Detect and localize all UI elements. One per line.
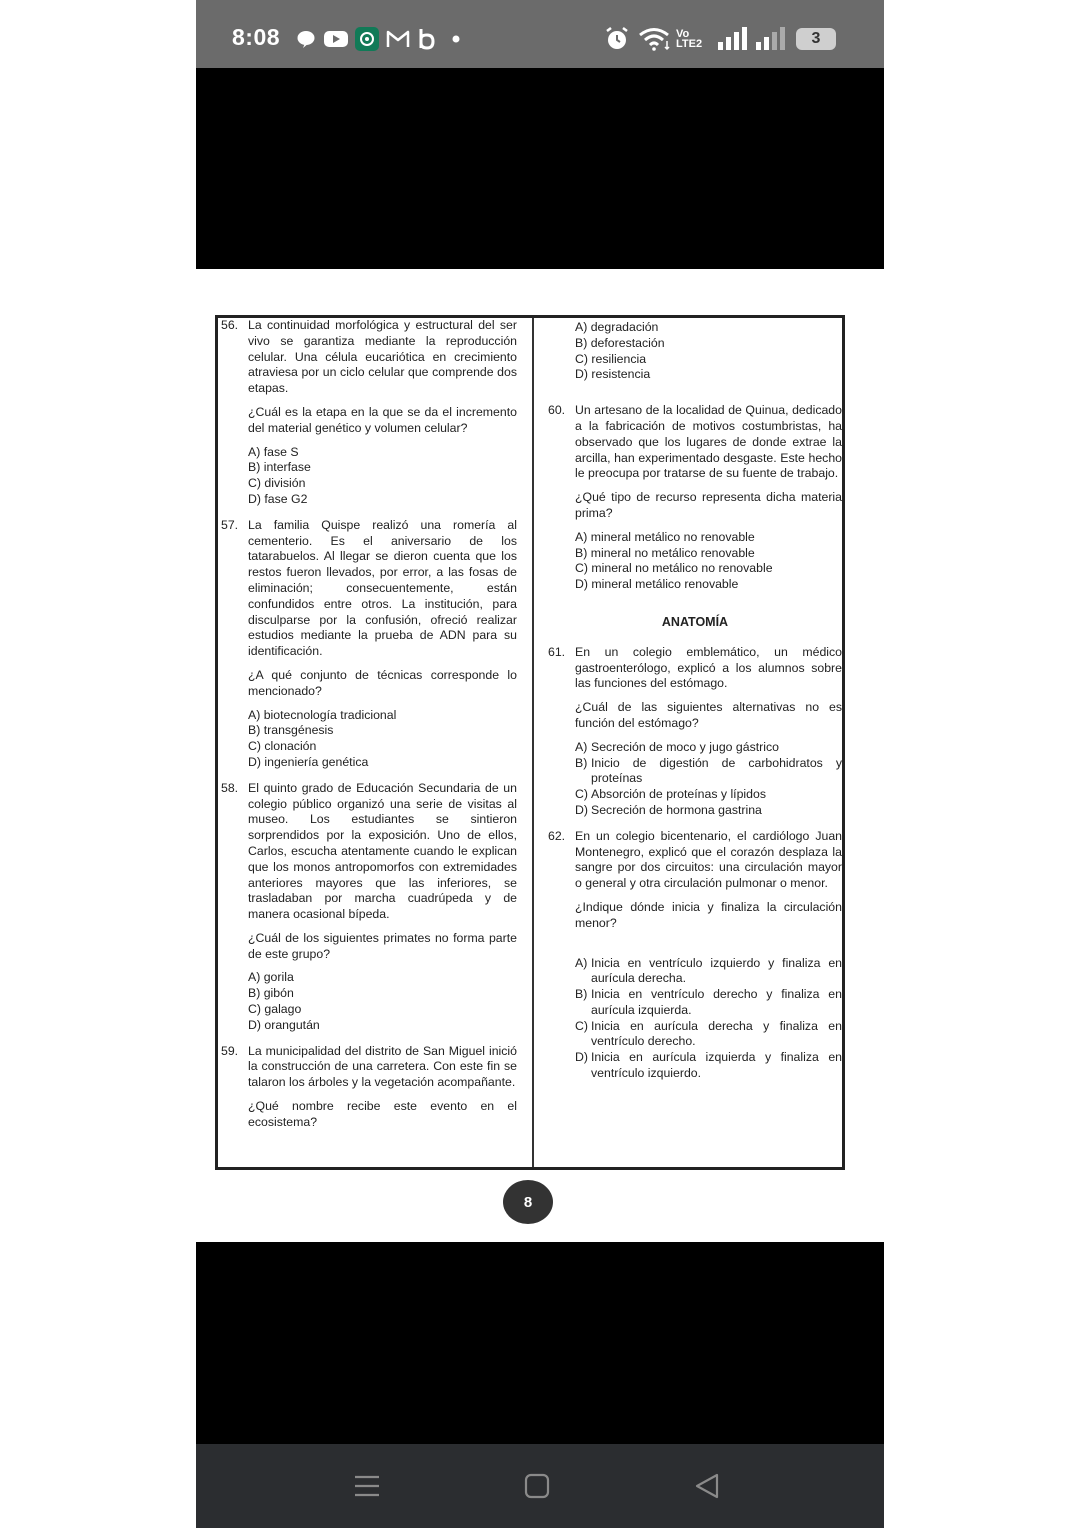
question-number: 62. bbox=[548, 828, 566, 843]
option-d: D) Inicia en aurícula izquierda y finaliza en ventrículo izquierdo. bbox=[575, 1050, 842, 1081]
alarm-icon bbox=[604, 28, 630, 50]
option-d: D) Secreción de hormona gastrina bbox=[575, 802, 762, 817]
question-prompt: ¿Qué nombre recibe este evento en el ecosistema? bbox=[248, 1099, 517, 1129]
question-prompt: ¿A qué conjunto de técnicas corresponde lo mencionado? bbox=[248, 667, 517, 698]
option-c: C) división bbox=[248, 476, 306, 491]
option-d: D) mineral metálico renovable bbox=[575, 577, 739, 592]
page-number-badge: 8 bbox=[503, 1180, 553, 1224]
teal-app-icon bbox=[355, 28, 379, 50]
question-60 bbox=[548, 403, 842, 482]
question-stem: El quinto grado de Educación Secundaria de un colegio público organizó una serie de visitas al museo. Los estudiantes se sintieron sorprendidos por la exposición. Uno de ellos, Carlos, escucha atentamente cuando le explican que los monos antropomorfos con extremidades anteriores mayores que las inferiores, se trasladaban por marcha cuadrúpeda y de manera ocasional bípeda. bbox=[248, 780, 517, 922]
question-58 bbox=[221, 781, 517, 923]
back-icon[interactable] bbox=[687, 1466, 727, 1506]
phone-screen bbox=[196, 0, 884, 1528]
question-56 bbox=[221, 318, 517, 397]
option-b: B) transgénesis bbox=[248, 723, 334, 738]
dot-icon bbox=[451, 28, 461, 50]
document-page bbox=[196, 269, 884, 1242]
question-stem: En un colegio bicentenario, el cardiólogo Juan Montenegro, explicó que el corazón desplaza la sangre por dos circuitos: una circulación mayor o general y otra circulación pulmonar o menor. bbox=[575, 828, 842, 891]
options-list bbox=[575, 956, 842, 1082]
option-b: B) mineral no metálico renovable bbox=[575, 545, 755, 560]
question-prompt: ¿Cuál es la etapa en la que se da el incremento del material genético y volumen celular? bbox=[248, 404, 517, 435]
option-c: C) galago bbox=[248, 1002, 302, 1017]
question-number: 57. bbox=[221, 517, 239, 532]
option-a: A) fase S bbox=[248, 444, 299, 459]
section-heading: ANATOMÍA bbox=[661, 614, 729, 629]
option-b: B) gibón bbox=[248, 986, 294, 1001]
option-a: A) degradación bbox=[575, 320, 659, 334]
option-b: B) Inicia en ventrículo derecho y finaliza en aurícula izquierda. bbox=[575, 987, 842, 1017]
option-d: D) orangután bbox=[248, 1017, 320, 1032]
option-c: C) clonación bbox=[248, 739, 317, 754]
b-app-icon bbox=[418, 28, 436, 50]
question-stem: Un artesano de la localidad de Quinua, dedicado a la fabricación de motivos costumbristas, ha observado que los lugares de donde extrae la arcilla, han experimentado desgaste. Este hecho le preocupa por tratarse de su fuente de trabajo. bbox=[575, 403, 842, 481]
home-icon[interactable] bbox=[517, 1466, 557, 1506]
option-a: A) biotecnología tradicional bbox=[248, 707, 397, 722]
question-59 bbox=[221, 1044, 517, 1091]
options-list bbox=[575, 740, 842, 819]
options-list bbox=[248, 970, 517, 1033]
signal-strength-2-icon bbox=[754, 28, 786, 50]
option-c: C) mineral no metálico no renovable bbox=[575, 561, 773, 576]
option-b: B) deforestación bbox=[575, 335, 665, 350]
option-d: D) fase G2 bbox=[248, 491, 308, 506]
battery-indicator: 3 bbox=[796, 28, 836, 50]
options-list-q59 bbox=[575, 320, 842, 383]
option-c: C) Inicia en aurícula derecha y finaliza en ventrículo derecho. bbox=[575, 1018, 842, 1049]
column-divider bbox=[532, 318, 534, 1167]
question-57 bbox=[221, 518, 517, 660]
menu-icon[interactable] bbox=[347, 1466, 387, 1506]
question-61 bbox=[548, 645, 842, 692]
question-stem: La continuidad morfológica y estructural del ser vivo se garantiza mediante la reproducción celular. Una célula eucariótica en crecimiento atraviesa por un ciclo celular que comprende dos etapas. bbox=[248, 318, 517, 396]
question-number: 60. bbox=[548, 403, 566, 418]
option-a: A) Secreción de moco y jugo gástrico bbox=[575, 739, 779, 754]
question-number: 58. bbox=[221, 780, 239, 795]
volte-label: Vo LTE2 bbox=[676, 28, 703, 50]
chat-icon bbox=[296, 28, 316, 50]
option-c: C) resiliencia bbox=[575, 351, 647, 366]
youtube-icon bbox=[323, 28, 349, 50]
option-b: B) Inicio de digestión de carbohidratos y proteínas bbox=[575, 755, 842, 786]
option-b: B) interfase bbox=[248, 460, 311, 475]
option-d: D) ingeniería genética bbox=[248, 754, 369, 769]
option-a: A) mineral metálico no renovable bbox=[575, 529, 755, 544]
options-list bbox=[248, 708, 517, 771]
status-time: 8:08 bbox=[232, 24, 281, 50]
question-number: 56. bbox=[221, 318, 239, 332]
option-a: A) Inicia en ventrículo izquierdo y finaliza en aurícula derecha. bbox=[575, 955, 842, 986]
question-prompt: ¿Indique dónde inicia y finaliza la circulación menor? bbox=[575, 899, 842, 930]
left-column bbox=[221, 318, 517, 1139]
navigation-bar bbox=[196, 1444, 884, 1528]
question-stem: La municipalidad del distrito de San Miguel inició la construcción de una carretera. Con este fin se talaron los árboles y la vegetación acompañante. bbox=[248, 1043, 517, 1090]
option-a: A) gorila bbox=[248, 970, 294, 985]
option-d: D) resistencia bbox=[575, 367, 651, 382]
options-list bbox=[248, 445, 517, 508]
question-prompt: ¿Cuál de las siguientes alternativas no es función del estómago? bbox=[575, 700, 842, 730]
question-number: 61. bbox=[548, 644, 566, 659]
option-c: C) Absorción de proteínas y lípidos bbox=[575, 787, 766, 802]
status-bar bbox=[196, 0, 884, 68]
right-column bbox=[548, 318, 842, 1092]
question-prompt: ¿Cuál de los siguientes primates no forma parte de este grupo? bbox=[248, 930, 517, 961]
gmail-icon bbox=[386, 28, 410, 50]
options-list bbox=[575, 530, 842, 593]
question-62 bbox=[548, 829, 842, 892]
question-stem: En un colegio emblemático, un médico gastroenterólogo, explicó a los alumnos sobre las funciones del estómago. bbox=[575, 644, 842, 691]
wifi-icon bbox=[638, 28, 672, 50]
question-prompt: ¿Qué tipo de recurso representa dicha materia prima? bbox=[575, 490, 842, 520]
signal-strength-icon bbox=[716, 28, 748, 50]
question-number: 59. bbox=[221, 1043, 239, 1058]
question-stem: La familia Quispe realizó una romería al cementerio. Es el aniversario de los tatarabuelos. Al llegar se dieron cuenta que los restos fueron llevados, por error, a las fosas de eliminación; consecuentemente, están confundidos entre otros. La institución, para disculparse por la confusión, ofreció realizar estudios mediante la prueba de ADN para su identificación. bbox=[248, 517, 517, 659]
